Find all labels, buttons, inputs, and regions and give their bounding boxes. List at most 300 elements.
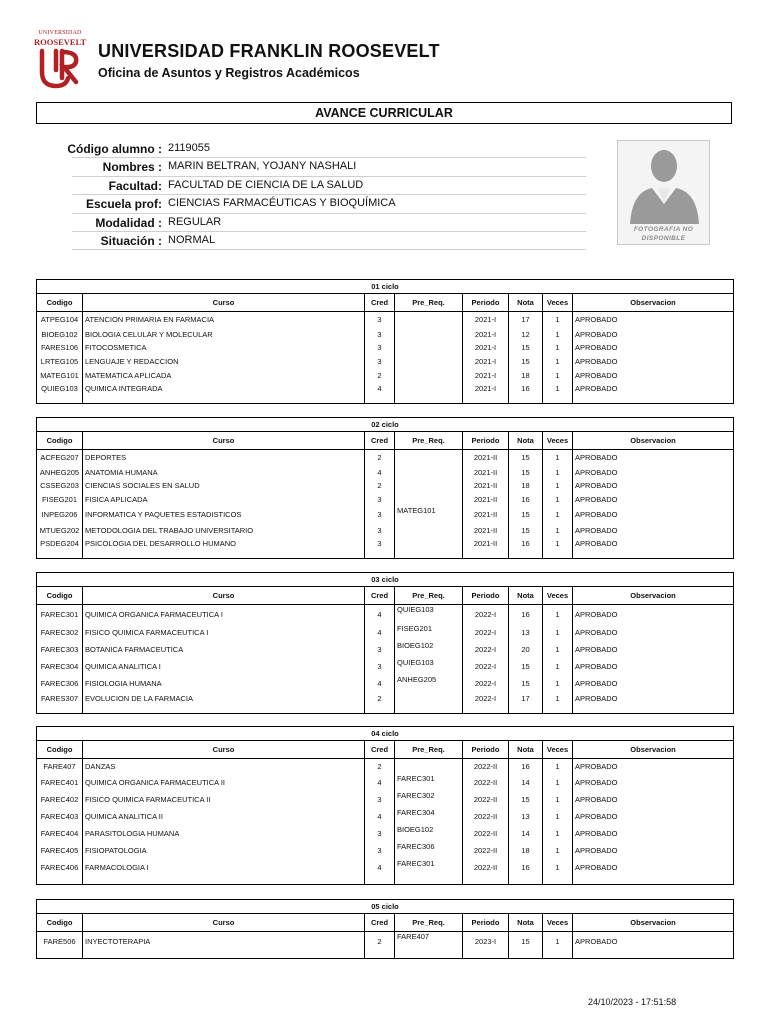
cell-course: QUIMICA ANALITICA I [83,658,365,675]
spacer-cell [365,551,395,559]
spacer-cell [463,551,509,559]
spacer-cell [83,951,365,959]
table-row [37,624,734,641]
spacer-cell [573,396,734,404]
cell-grade: 13 [509,624,543,641]
cell-code: FAREC406 [37,859,83,876]
cell-period: 2022-II [463,825,509,842]
university-name: UNIVERSIDAD FRANKLIN ROOSEVELT [98,41,440,61]
cell-prereq [395,327,463,341]
table-row [37,808,734,825]
cell-period: 2021-I [463,382,509,396]
cell-period: 2021-II [463,537,509,551]
table-row [37,523,734,537]
cell-cred: 4 [365,382,395,396]
cell-obs: APROBADO [573,450,734,466]
cell-code: FARES106 [37,341,83,355]
cell-obs: APROBADO [573,355,734,369]
cell-cred: 3 [365,842,395,859]
info-value: NORMAL [168,233,216,246]
cell-times: 1 [543,355,573,369]
cell-cred: 2 [365,932,395,951]
cycle-table [36,279,734,404]
cell-code: ACFEG207 [37,450,83,466]
cell-times: 1 [543,506,573,523]
cell-code: FARE407 [37,759,83,775]
column-header: Curso [83,587,365,605]
spacer-cell [509,396,543,404]
cell-prereq: ANHEG205 [395,675,463,692]
cell-grade: 15 [509,450,543,466]
cell-code: FAREC301 [37,605,83,624]
spacer-cell [463,396,509,404]
cell-code: MTUEG202 [37,523,83,537]
info-row [72,158,586,176]
cell-times: 1 [543,658,573,675]
cell-prereq [395,537,463,551]
info-label: Escuela prof: [85,197,162,212]
spacer-cell [463,951,509,959]
student-photo-placeholder [617,140,710,245]
logo-line2: ROOSEVELT [34,37,87,47]
spacer-cell [509,705,543,713]
cell-grade: 16 [509,859,543,876]
spacer-cell [83,551,365,559]
cell-code: CSSEG203 [37,479,83,493]
table-row [37,859,734,876]
cell-grade: 18 [509,842,543,859]
cell-prereq: QUIEG103 [395,658,463,675]
spacer-cell [395,396,463,404]
cell-grade: 18 [509,479,543,493]
spacer-cell [395,876,463,884]
cell-prereq: FARE407 [395,932,463,951]
cell-grade: 14 [509,774,543,791]
cell-cred: 4 [365,624,395,641]
table-row [37,759,734,775]
cell-period: 2022-I [463,692,509,706]
cell-prereq: BIOEG102 [395,825,463,842]
cell-period: 2021-I [463,355,509,369]
cell-cred: 4 [365,465,395,479]
table-row [37,537,734,551]
cell-course: FISICO QUIMICA FARMACEUTICA II [83,791,365,808]
cycle-table [36,417,734,559]
cell-times: 1 [543,368,573,382]
column-header: Pre_Req. [395,914,463,932]
cell-obs: APROBADO [573,465,734,479]
cell-course: PARASITOLOGIA HUMANA [83,825,365,842]
cell-period: 2021-II [463,465,509,479]
spacer-cell [509,876,543,884]
cell-course: CIENCIAS SOCIALES EN SALUD [83,479,365,493]
cell-cred: 2 [365,692,395,706]
table-row [37,327,734,341]
spacer-cell [509,551,543,559]
cell-cred: 3 [365,523,395,537]
spacer-cell [463,876,509,884]
spacer-cell [463,705,509,713]
cell-prereq [395,479,463,493]
cycle-title: 01 ciclo [37,280,734,294]
cell-period: 2021-I [463,368,509,382]
cell-course: LENGUAJE Y REDACCION [83,355,365,369]
photo-unavailable-text [618,225,709,243]
column-header: Observacion [573,432,734,450]
cell-times: 1 [543,341,573,355]
column-header: Nota [509,432,543,450]
cell-period: 2022-I [463,675,509,692]
table-row [37,465,734,479]
column-header: Cred [365,741,395,759]
cell-times: 1 [543,774,573,791]
cell-grade: 16 [509,759,543,775]
column-header: Nota [509,294,543,312]
cell-cred: 2 [365,368,395,382]
column-header: Codigo [37,741,83,759]
cell-obs: APROBADO [573,859,734,876]
cell-times: 1 [543,382,573,396]
info-row [72,232,586,250]
info-row [72,177,586,195]
cell-code: MATEG101 [37,368,83,382]
cell-times: 1 [543,465,573,479]
cell-prereq [395,523,463,537]
spacer-cell [37,396,83,404]
cell-grade: 20 [509,641,543,658]
cell-cred: 2 [365,479,395,493]
cell-prereq [395,341,463,355]
cell-prereq [395,355,463,369]
table-spacer [37,705,734,713]
column-header: Curso [83,914,365,932]
column-header: Pre_Req. [395,741,463,759]
column-header: Pre_Req. [395,587,463,605]
spacer-cell [365,705,395,713]
cell-period: 2022-II [463,791,509,808]
cell-prereq: MATEG101 [395,506,463,523]
table-row [37,675,734,692]
spacer-cell [83,396,365,404]
cell-cred: 3 [365,641,395,658]
cell-obs: APROBADO [573,808,734,825]
column-header: Codigo [37,914,83,932]
info-label: Nombres : [102,160,162,175]
column-header: Observacion [573,587,734,605]
cell-grade: 17 [509,312,543,328]
table-spacer [37,876,734,884]
column-header: Observacion [573,294,734,312]
spacer-cell [573,876,734,884]
column-header: Codigo [37,294,83,312]
cell-course: QUIMICA ORGANICA FARMACEUTICA I [83,605,365,624]
cell-period: 2021-I [463,312,509,328]
cell-cred: 2 [365,759,395,775]
spacer-cell [573,951,734,959]
cell-obs: APROBADO [573,605,734,624]
info-label: Código alumno : [67,142,162,156]
cell-obs: APROBADO [573,368,734,382]
office-name: Oficina de Asuntos y Registros Académicos [98,66,360,80]
cell-obs: APROBADO [573,842,734,859]
info-label: Modalidad : [95,215,162,230]
cell-code: FAREC303 [37,641,83,658]
cell-obs: APROBADO [573,506,734,523]
cell-prereq: FAREC302 [395,791,463,808]
cell-prereq [395,493,463,507]
cell-period: 2022-I [463,605,509,624]
cell-code: PSDEG204 [37,537,83,551]
cycle-table [36,726,734,885]
cell-grade: 17 [509,692,543,706]
spacer-cell [365,951,395,959]
info-value: CIENCIAS FARMACÉUTICAS Y BIOQUÍMICA [168,197,396,210]
column-header: Codigo [37,587,83,605]
spacer-cell [37,551,83,559]
cell-code: ANHEG205 [37,465,83,479]
cell-cred: 2 [365,450,395,466]
cell-prereq [395,450,463,466]
cell-prereq [395,382,463,396]
cell-times: 1 [543,675,573,692]
cell-grade: 16 [509,537,543,551]
cell-code: LRTEG105 [37,355,83,369]
column-header: Nota [509,741,543,759]
table-row [37,368,734,382]
cell-period: 2021-I [463,341,509,355]
table-row [37,825,734,842]
cell-cred: 3 [365,825,395,842]
cell-course: QUIMICA INTEGRADA [83,382,365,396]
cell-course: PSICOLOGIA DEL DESARROLLO HUMANO [83,537,365,551]
cell-grade: 15 [509,932,543,951]
column-header: Cred [365,294,395,312]
cell-course: ATENCION PRIMARIA EN FARMACIA [83,312,365,328]
cell-code: FAREC405 [37,842,83,859]
document-title: AVANCE CURRICULAR [36,102,732,124]
cell-obs: APROBADO [573,327,734,341]
column-header: Pre_Req. [395,432,463,450]
cell-cred: 4 [365,675,395,692]
table-row [37,479,734,493]
cycle-table [36,572,734,714]
cell-course: FISIOLOGIA HUMANA [83,675,365,692]
cell-course: QUIMICA ORGANICA FARMACEUTICA II [83,774,365,791]
cell-cred: 3 [365,537,395,551]
column-header: Cred [365,914,395,932]
cell-period: 2021-II [463,479,509,493]
cycle-title: 05 ciclo [37,900,734,914]
cell-obs: APROBADO [573,341,734,355]
column-header: Curso [83,741,365,759]
cell-obs: APROBADO [573,791,734,808]
column-header: Periodo [463,294,509,312]
spacer-cell [365,396,395,404]
cell-course: ANATOMIA HUMANA [83,465,365,479]
cell-prereq: FAREC306 [395,842,463,859]
cell-prereq: FAREC301 [395,774,463,791]
cell-obs: APROBADO [573,675,734,692]
column-header: Codigo [37,432,83,450]
cell-grade: 15 [509,523,543,537]
cell-times: 1 [543,537,573,551]
cell-times: 1 [543,641,573,658]
cell-prereq [395,465,463,479]
column-header: Periodo [463,914,509,932]
spacer-cell [543,951,573,959]
column-header: Periodo [463,741,509,759]
cell-prereq: FAREC304 [395,808,463,825]
table-spacer [37,551,734,559]
cell-times: 1 [543,450,573,466]
cell-obs: APROBADO [573,479,734,493]
cell-period: 2022-I [463,658,509,675]
cell-grade: 14 [509,825,543,842]
info-value: MARIN BELTRAN, YOJANY NASHALI [168,160,357,173]
cell-period: 2022-II [463,759,509,775]
cell-times: 1 [543,523,573,537]
cell-prereq: FAREC301 [395,859,463,876]
cell-course: INYECTOTERAPIA [83,932,365,951]
cell-times: 1 [543,842,573,859]
info-row [67,140,586,158]
cell-course: FITOCOSMETICA [83,341,365,355]
cell-obs: APROBADO [573,312,734,328]
cell-code: FAREC306 [37,675,83,692]
column-header: Curso [83,294,365,312]
cell-course: FISICO QUIMICA FARMACEUTICA I [83,624,365,641]
spacer-cell [543,551,573,559]
cell-obs: APROBADO [573,774,734,791]
cell-code: FAREC402 [37,791,83,808]
table-spacer [37,396,734,404]
cell-period: 2021-II [463,523,509,537]
cell-code: ATPEG104 [37,312,83,328]
cell-period: 2021-II [463,493,509,507]
info-value: 2119055 [168,142,211,154]
info-label: Facultad: [108,178,162,193]
cell-times: 1 [543,791,573,808]
cell-cred: 4 [365,605,395,624]
spacer-cell [543,876,573,884]
cell-grade: 16 [509,605,543,624]
cell-cred: 3 [365,341,395,355]
cell-obs: APROBADO [573,658,734,675]
column-header: Veces [543,294,573,312]
cell-grade: 15 [509,341,543,355]
table-row [37,493,734,507]
column-header: Veces [543,587,573,605]
column-header: Observacion [573,914,734,932]
photo-text-line2: DISPONIBLE [641,235,686,242]
cell-period: 2021-II [463,450,509,466]
cell-cred: 3 [365,658,395,675]
cell-times: 1 [543,692,573,706]
table-row [37,506,734,523]
cell-prereq: FISEG201 [395,624,463,641]
cell-code: FARE506 [37,932,83,951]
column-header: Nota [509,587,543,605]
cell-period: 2023-I [463,932,509,951]
spacer-cell [573,705,734,713]
cell-times: 1 [543,859,573,876]
cell-prereq [395,368,463,382]
cell-times: 1 [543,493,573,507]
cell-cred: 3 [365,312,395,328]
cell-grade: 15 [509,465,543,479]
table-row [37,355,734,369]
table-row [37,605,734,624]
cell-cred: 3 [365,493,395,507]
logo-line1: UNIVERSIDAD [38,30,82,36]
cell-grade: 15 [509,658,543,675]
cell-code: FARES307 [37,692,83,706]
cell-prereq [395,692,463,706]
cell-obs: APROBADO [573,825,734,842]
table-row [37,641,734,658]
table-spacer [37,951,734,959]
info-row [72,214,586,232]
cell-course: FISICA APLICADA [83,493,365,507]
info-row [72,195,586,213]
cell-course: DEPORTES [83,450,365,466]
photo-text-line1: FOTOGRAFIA NO [633,226,694,233]
cell-course: MATEMATICA APLICADA [83,368,365,382]
cell-course: DANZAS [83,759,365,775]
cell-obs: APROBADO [573,932,734,951]
university-logo [34,26,86,92]
spacer-cell [543,396,573,404]
cell-times: 1 [543,327,573,341]
cell-times: 1 [543,759,573,775]
column-header: Periodo [463,432,509,450]
print-timestamp: 24/10/2023 - 17:51:58 [588,997,677,1007]
cell-grade: 15 [509,506,543,523]
cell-course: INFORMATICA Y PAQUETES ESTADISTICOS [83,506,365,523]
cell-course: METODOLOGIA DEL TRABAJO UNIVERSITARIO [83,523,365,537]
cell-code: FAREC304 [37,658,83,675]
cell-course: FISIOPATOLOGIA [83,842,365,859]
cell-times: 1 [543,624,573,641]
cell-period: 2022-I [463,624,509,641]
cell-grade: 12 [509,327,543,341]
cell-cred: 4 [365,859,395,876]
cell-grade: 16 [509,493,543,507]
student-info [67,140,586,250]
cell-course: BIOLOGIA CELULAR Y MOLECULAR [83,327,365,341]
cell-period: 2022-I [463,641,509,658]
cell-period: 2022-II [463,808,509,825]
cell-grade: 15 [509,791,543,808]
cell-prereq: QUIEG103 [395,605,463,624]
cell-course: EVOLUCION DE LA FARMACIA [83,692,365,706]
cell-times: 1 [543,932,573,951]
cell-code: INPEG206 [37,506,83,523]
cell-prereq: BIOEG102 [395,641,463,658]
column-header: Observacion [573,741,734,759]
cell-grade: 13 [509,808,543,825]
column-header: Veces [543,914,573,932]
cell-prereq [395,312,463,328]
cell-course: BOTANICA FARMACEUTICA [83,641,365,658]
person-silhouette-icon [622,144,707,224]
cell-code: FAREC403 [37,808,83,825]
cell-obs: APROBADO [573,523,734,537]
cell-period: 2021-II [463,506,509,523]
table-row [37,450,734,466]
column-header: Pre_Req. [395,294,463,312]
cell-grade: 16 [509,382,543,396]
